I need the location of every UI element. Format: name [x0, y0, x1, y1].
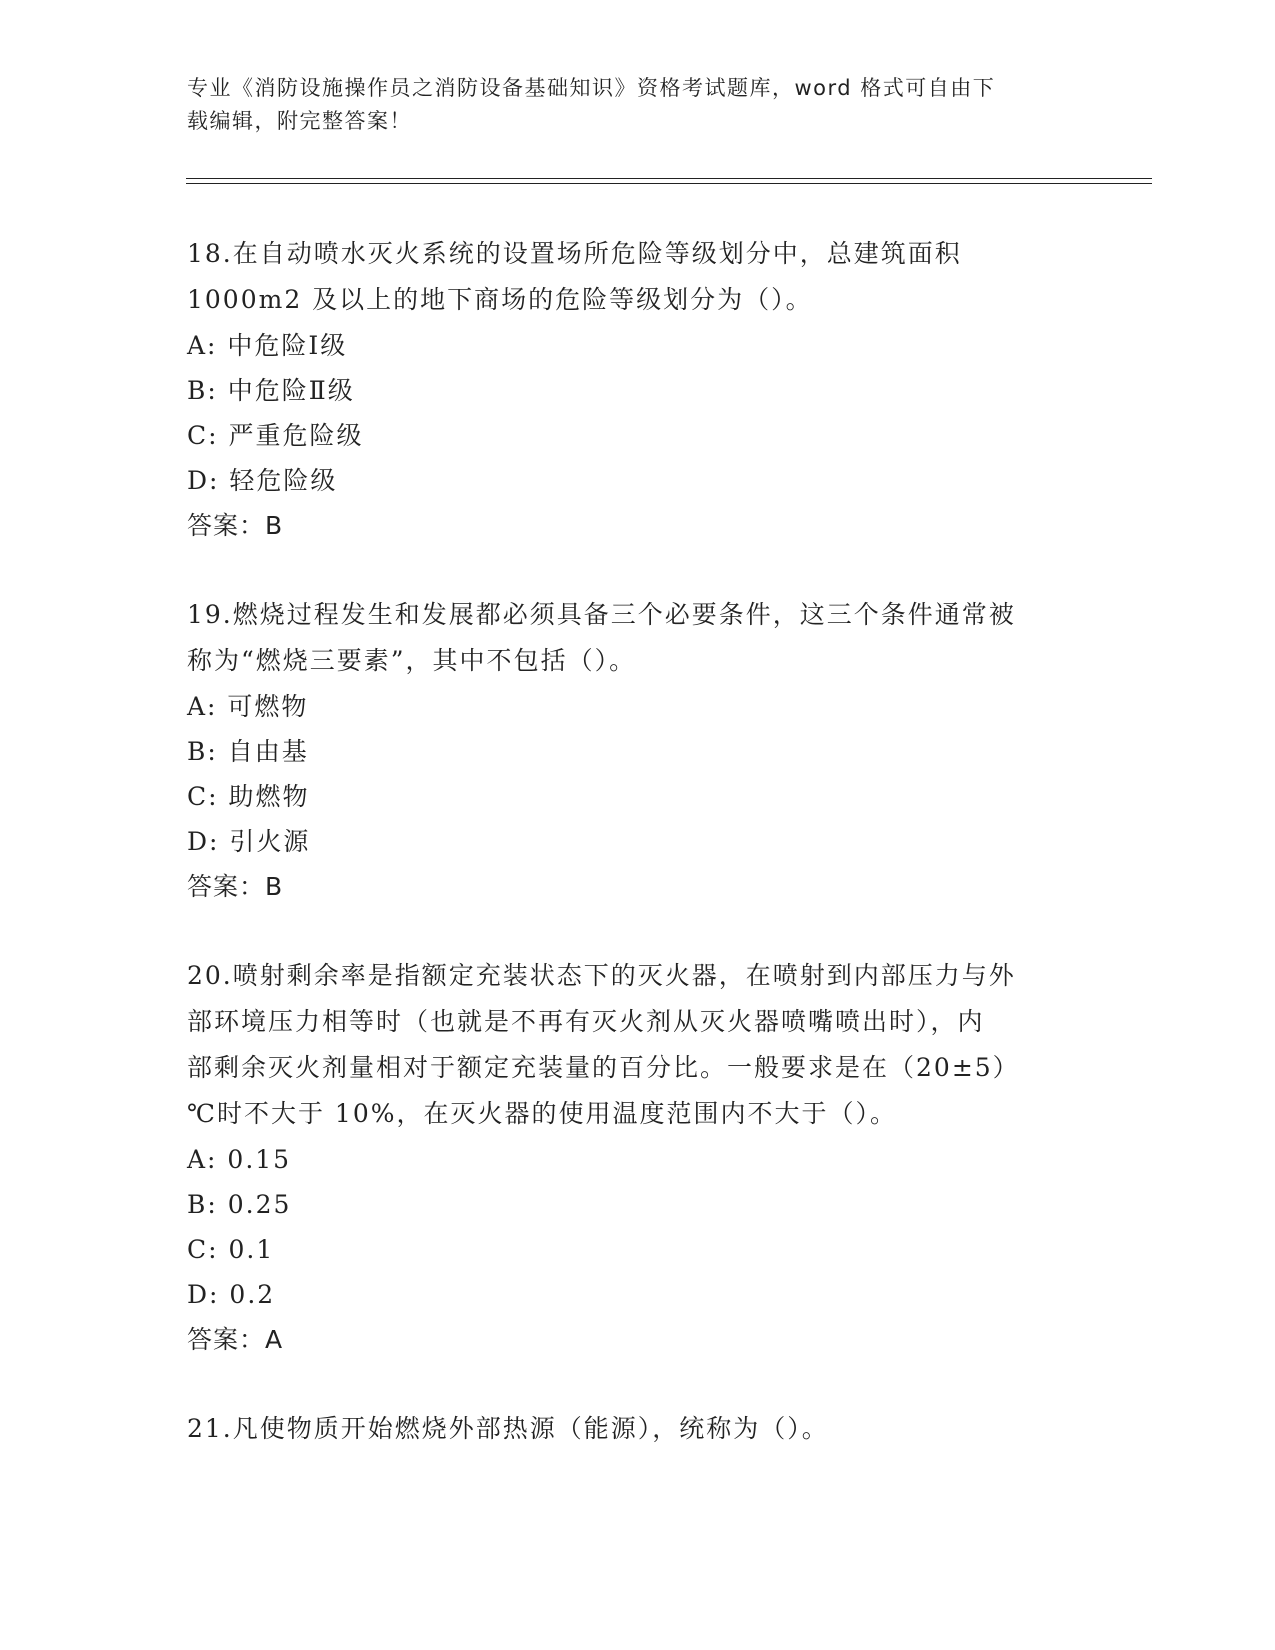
question-stem: [187, 592, 1087, 684]
option-b: B: 中危险Ⅱ级: [187, 376, 355, 405]
question-19: [187, 592, 1087, 910]
option-a: A: 中危险Ⅰ级: [187, 331, 348, 360]
stem-line: 1000m2 及以上的地下商场的危险等级划分为（）。: [187, 285, 813, 314]
question-stem: [187, 1406, 1087, 1452]
question-21: [187, 1406, 1087, 1452]
option-d: D: 轻危险级: [187, 466, 338, 495]
stem-line: 18.在自动喷水灭火系统的设置场所危险等级划分中，总建筑面积: [187, 239, 962, 268]
header-line-2: 载编辑，附完整答案！: [187, 109, 412, 133]
option-a: A: 0.15: [187, 1145, 292, 1174]
option-b: B: 0.25: [187, 1190, 292, 1219]
stem-line: ℃时不大于 10%，在灭火器的使用温度范围内不大于（）。: [187, 1099, 897, 1128]
option-c: C: 严重危险级: [187, 421, 364, 450]
option-c: C: 助燃物: [187, 782, 310, 811]
stem-line: 称为“燃烧三要素”，其中不包括（）。: [187, 646, 637, 675]
header-rule-top: [186, 178, 1152, 179]
header-rule-bottom: [186, 183, 1152, 184]
question-stem: [187, 953, 1087, 1137]
stem-line: 部环境压力相等时（也就是不再有灭火剂从灭火器喷嘴喷出时），内: [187, 1007, 985, 1036]
answer: 答案：B: [187, 511, 284, 540]
question-stem: [187, 231, 1087, 323]
stem-line: 19.燃烧过程发生和发展都必须具备三个必要条件，这三个条件通常被: [187, 600, 1016, 629]
header-line-1: 专业《消防设施操作员之消防设备基础知识》资格考试题库，word 格式可自由下: [187, 76, 996, 100]
stem-line: 20.喷射剩余率是指额定充装状态下的灭火器，在喷射到内部压力与外: [187, 961, 1016, 990]
document-header: [187, 72, 1087, 138]
answer: 答案：A: [187, 1325, 284, 1354]
question-20: [187, 953, 1087, 1363]
answer: 答案：B: [187, 872, 284, 901]
stem-line: 21.凡使物质开始燃烧外部热源（能源），统称为（）。: [187, 1414, 829, 1443]
option-c: C: 0.1: [187, 1235, 275, 1264]
option-d: D: 引火源: [187, 827, 311, 856]
question-18: [187, 231, 1087, 549]
option-b: B: 自由基: [187, 737, 309, 766]
option-d: D: 0.2: [187, 1280, 276, 1309]
option-a: A: 可燃物: [187, 692, 309, 721]
stem-line: 部剩余灭火剂量相对于额定充装量的百分比。一般要求是在（20±5）: [187, 1053, 1020, 1082]
